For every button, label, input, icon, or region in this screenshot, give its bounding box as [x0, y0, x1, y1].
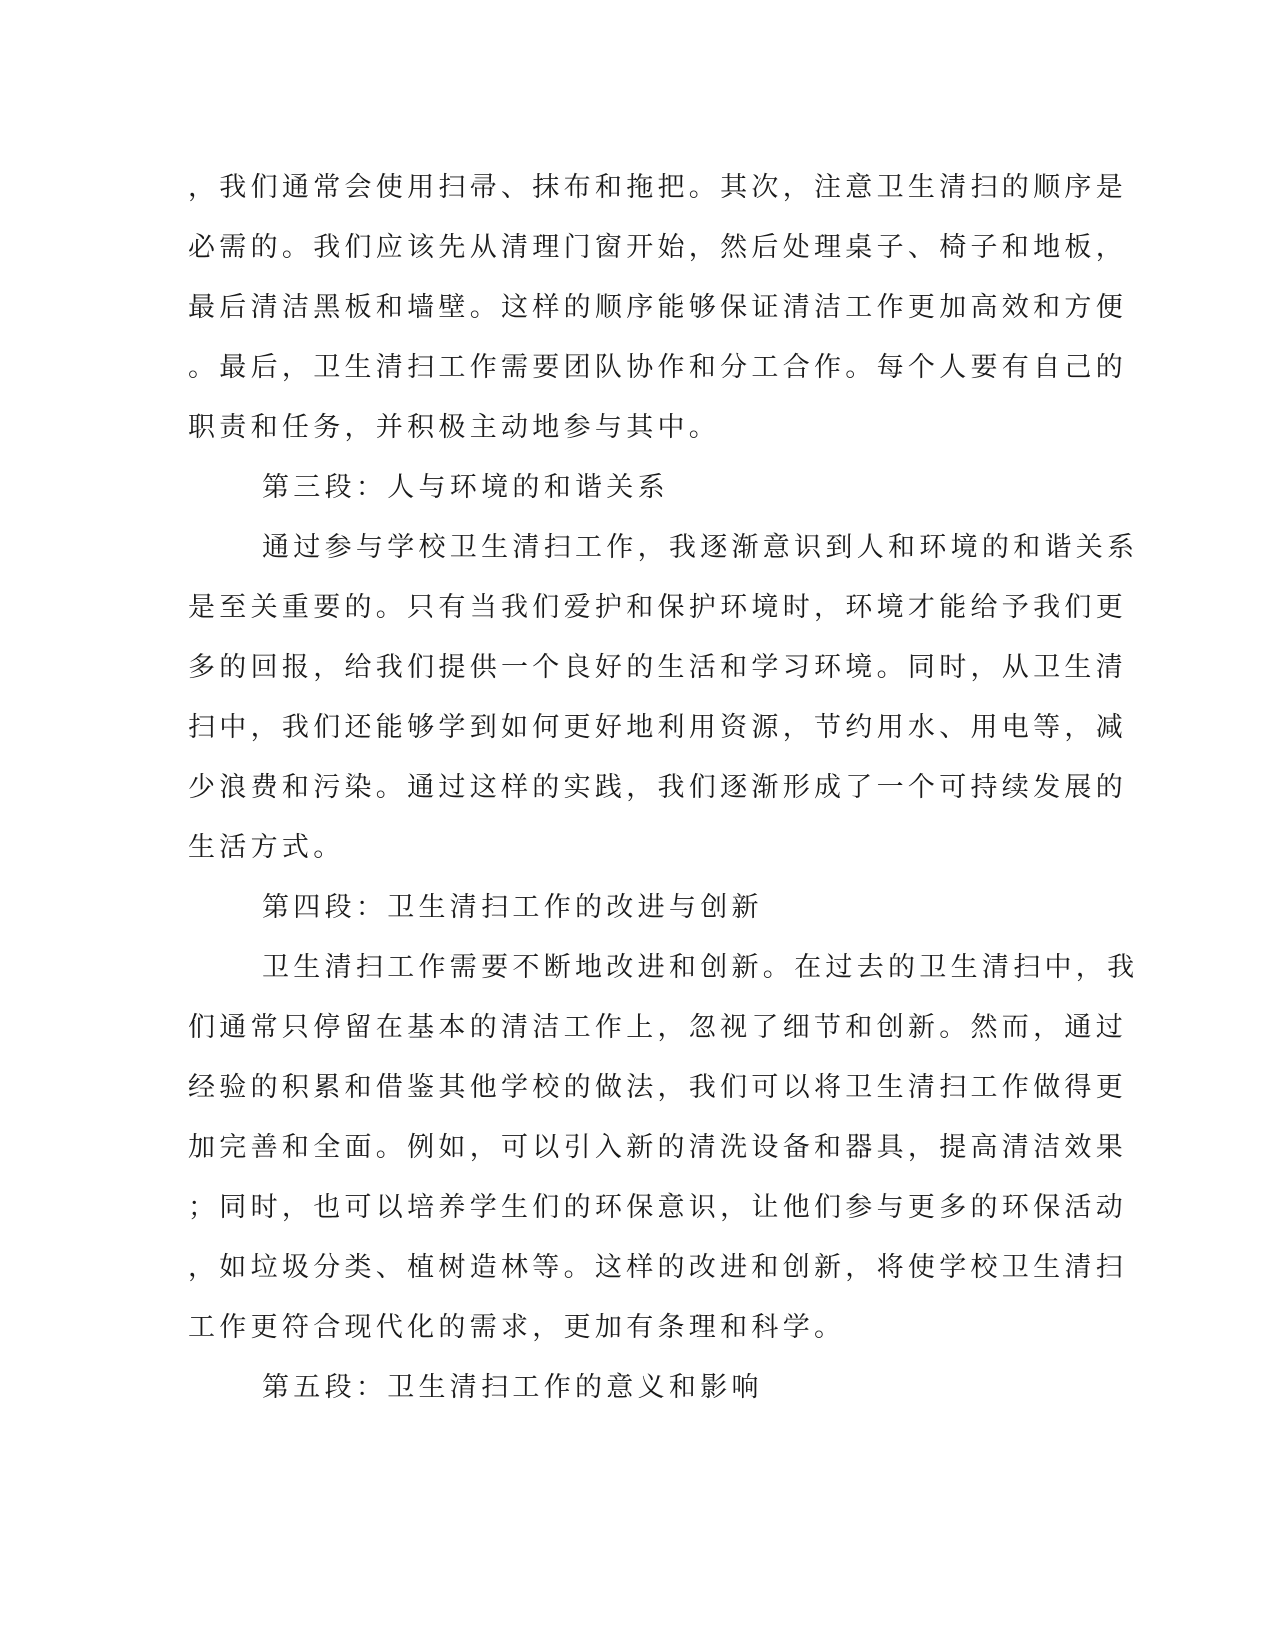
- text-line: 职责和任务，并积极主动地参与其中。: [188, 412, 721, 443]
- text-line: ；同时，也可以培养学生们的环保意识，让他们参与更多的环保活动: [188, 1192, 1127, 1223]
- text-line: 通过参与学校卫生清扫工作，我逐渐意识到人和环境的和谐关系: [262, 532, 1139, 563]
- text-line: ，我们通常会使用扫帚、抹布和拖把。其次，注意卫生清扫的顺序是: [188, 172, 1127, 203]
- text-line: 多的回报，给我们提供一个良好的生活和学习环境。同时，从卫生清: [188, 652, 1127, 683]
- text-line: 们通常只停留在基本的清洁工作上，忽视了细节和创新。然而，通过: [188, 1012, 1127, 1043]
- text-line: 工作更符合现代化的需求，更加有条理和科学。: [188, 1312, 846, 1343]
- section-heading-3: 第三段：人与环境的和谐关系: [262, 472, 669, 503]
- text-line: 加完善和全面。例如，可以引入新的清洗设备和器具，提高清洁效果: [188, 1132, 1127, 1163]
- text-line: 扫中，我们还能够学到如何更好地利用资源，节约用水、用电等，减: [188, 712, 1127, 743]
- text-line: 经验的积累和借鉴其他学校的做法，我们可以将卫生清扫工作做得更: [188, 1072, 1127, 1103]
- text-line: 生活方式。: [188, 832, 345, 863]
- text-line: 卫生清扫工作需要不断地改进和创新。在过去的卫生清扫中，我: [262, 952, 1139, 983]
- text-line: 少浪费和污染。通过这样的实践，我们逐渐形成了一个可持续发展的: [188, 772, 1127, 803]
- text-line: ，如垃圾分类、植树造林等。这样的改进和创新，将使学校卫生清扫: [188, 1252, 1127, 1283]
- text-line: 。最后，卫生清扫工作需要团队协作和分工合作。每个人要有自己的: [188, 352, 1127, 383]
- text-line: 是至关重要的。只有当我们爱护和保护环境时，环境才能给予我们更: [188, 592, 1127, 623]
- section-heading-4: 第四段：卫生清扫工作的改进与创新: [262, 892, 763, 923]
- text-line: 必需的。我们应该先从清理门窗开始，然后处理桌子、椅子和地板，: [188, 232, 1127, 263]
- section-heading-5: 第五段：卫生清扫工作的意义和影响: [262, 1372, 763, 1403]
- text-line: 最后清洁黑板和墙壁。这样的顺序能够保证清洁工作更加高效和方便: [188, 292, 1127, 323]
